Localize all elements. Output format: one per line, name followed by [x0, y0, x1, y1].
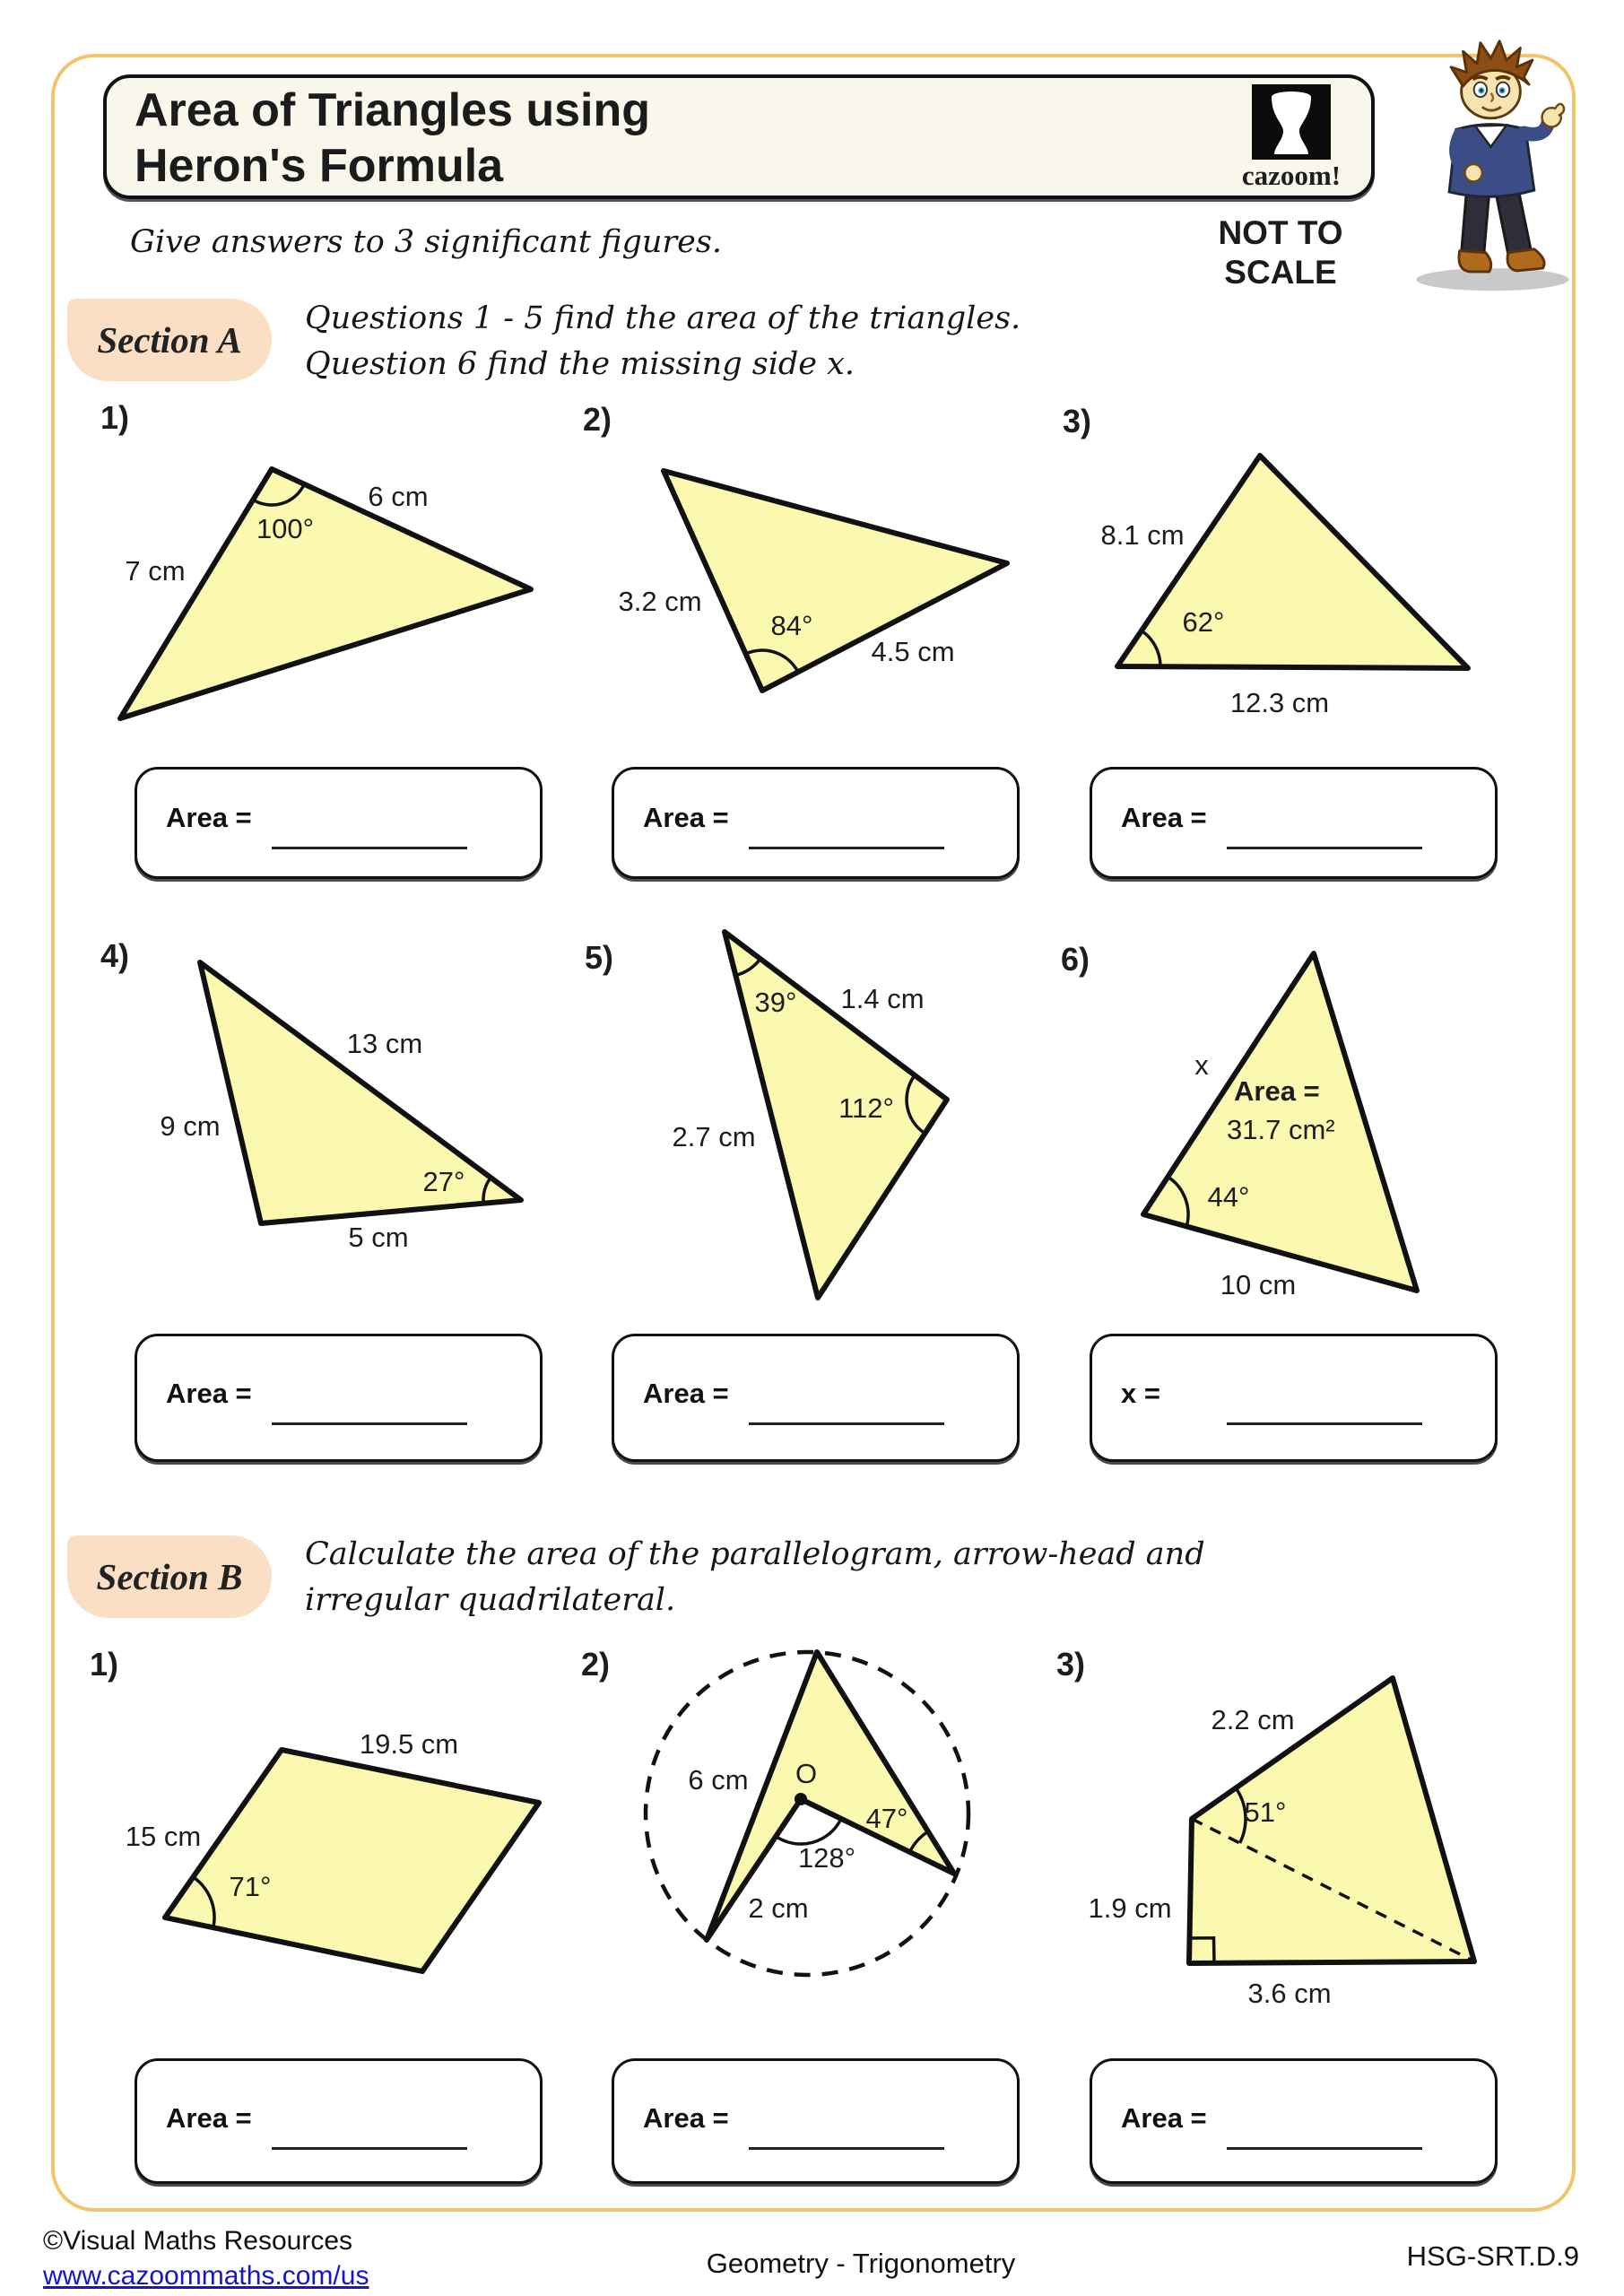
question-a3-number: 3)	[1063, 403, 1092, 439]
section-b-instructions: Calculate the area of the parallelogram, arrow-head and irregular quadrilateral.	[305, 1536, 1205, 1618]
answer-label: x =	[1121, 1378, 1160, 1409]
footer-copyright: ©Visual Maths Resources	[43, 2226, 353, 2256]
angle-label: 44°	[1207, 1181, 1250, 1213]
question-a2-number: 2)	[583, 401, 612, 438]
side-label: 1.9 cm	[1088, 1892, 1172, 1924]
answer-write-line[interactable]	[1227, 847, 1422, 849]
answer-label: Area =	[643, 1378, 729, 1409]
answer-write-line[interactable]	[272, 847, 467, 849]
footer-link[interactable]: www.cazoommaths.com/us	[43, 2261, 369, 2291]
side-label: 12.3 cm	[1229, 687, 1330, 718]
angle-label: 51°	[1244, 1796, 1287, 1828]
angle-label: 71°	[229, 1871, 272, 1902]
side-label: 3.2 cm	[618, 586, 702, 617]
triangle-shape	[200, 962, 521, 1223]
page-title	[135, 83, 650, 194]
section-b-badge: Section B	[67, 1535, 272, 1618]
answer-label: Area =	[643, 2102, 729, 2134]
area-value: 31.7 cm²	[1227, 1114, 1335, 1145]
area-label: Area =	[1234, 1075, 1320, 1107]
side-label: 10 cm	[1220, 1269, 1297, 1300]
not-to-scale-note: NOT TO SCALE	[1218, 214, 1343, 291]
figure-q6-triangle	[1058, 933, 1560, 1309]
answer-write-line[interactable]	[272, 1422, 467, 1425]
side-label: 7 cm	[125, 555, 186, 587]
arrowhead-shape	[707, 1652, 954, 1940]
answer-label: Area =	[643, 802, 729, 833]
figure-q1-triangle	[90, 404, 556, 735]
figure-q4-triangle	[90, 933, 574, 1283]
figure-q5-triangle	[592, 924, 1022, 1318]
answer-box-a6-x[interactable]	[1090, 1334, 1498, 1462]
figure-b3-quadrilateral	[1076, 1650, 1560, 2027]
angle-label: 47°	[865, 1803, 908, 1834]
answer-write-line[interactable]	[749, 1422, 944, 1425]
side-label: 8.1 cm	[1100, 519, 1185, 551]
section-a-instructions: Questions 1 - 5 find the area of the triangles. Question 6 find the missing side x.	[305, 300, 1021, 382]
answer-label: Area =	[166, 802, 252, 833]
side-label: 2 cm	[748, 1892, 809, 1924]
answer-box-b3[interactable]	[1090, 2058, 1498, 2184]
answer-box-b1[interactable]	[135, 2058, 543, 2184]
answer-box-a1[interactable]	[135, 767, 543, 879]
answer-box-a2[interactable]	[612, 767, 1020, 879]
side-label: 19.5 cm	[359, 1728, 459, 1760]
triangle-shape	[120, 469, 531, 718]
question-a5-number: 5)	[585, 939, 614, 976]
question-a1-number: 1)	[100, 399, 130, 436]
side-label: 3.6 cm	[1247, 1978, 1332, 2009]
answer-write-line[interactable]	[272, 2147, 467, 2150]
question-a4-number: 4)	[100, 937, 130, 974]
answer-box-b2[interactable]	[612, 2058, 1020, 2184]
angle-label: 84°	[770, 610, 813, 641]
answer-box-a3[interactable]	[1090, 767, 1498, 879]
angle-label: 112°	[838, 1092, 894, 1124]
side-label: 2.2 cm	[1211, 1704, 1295, 1735]
answer-write-line[interactable]	[749, 847, 944, 849]
page-title-line2: Heron's Formula	[135, 140, 504, 192]
figure-q2-triangle	[556, 404, 1058, 726]
figure-q3-triangle	[1058, 404, 1560, 726]
figure-b2-arrowhead	[628, 1632, 1004, 2009]
side-label: 9 cm	[160, 1110, 221, 1142]
side-label: 1.4 cm	[840, 983, 925, 1014]
answer-write-line[interactable]	[1227, 2147, 1422, 2150]
side-label: 6 cm	[688, 1764, 749, 1796]
triangle-shape	[1117, 456, 1468, 668]
answer-label: Area =	[166, 2102, 252, 2134]
answer-label: Area =	[166, 1378, 252, 1409]
logo-wordmark: cazoom!	[1241, 160, 1342, 190]
page-title-line1: Area of Triangles using	[135, 84, 651, 136]
triangle-shape	[664, 471, 1007, 691]
footer-standard-code: HSG-SRT.D.9	[1406, 2240, 1579, 2272]
question-b1-number: 1)	[90, 1646, 119, 1683]
parallelogram-shape	[165, 1750, 539, 1971]
angle-label: 62°	[1182, 606, 1225, 638]
center-label: O	[795, 1758, 818, 1789]
side-label: 2.7 cm	[672, 1121, 756, 1152]
side-label: 5 cm	[348, 1222, 409, 1253]
section-a-badge: Section A	[67, 299, 272, 381]
answer-write-line[interactable]	[749, 2147, 944, 2150]
intro-instruction: Give answers to 3 significant figures.	[130, 224, 722, 260]
answer-label: Area =	[1121, 802, 1207, 833]
angle-label: 39°	[754, 987, 797, 1018]
answer-write-line[interactable]	[1227, 1422, 1422, 1425]
side-label: 13 cm	[346, 1028, 423, 1059]
side-label: 4.5 cm	[871, 636, 955, 667]
question-a6-number: 6)	[1061, 941, 1090, 978]
missing-side-label: x	[1194, 1049, 1209, 1081]
angle-label: 128°	[797, 1842, 856, 1874]
footer-subject: Geometry - Trigonometry	[706, 2248, 1016, 2279]
question-b2-number: 2)	[581, 1646, 611, 1683]
answer-label: Area =	[1121, 2102, 1207, 2134]
answer-box-a5[interactable]	[612, 1334, 1020, 1462]
center-point	[795, 1793, 807, 1805]
figure-b1-parallelogram	[108, 1704, 592, 2009]
answer-box-a4[interactable]	[135, 1334, 543, 1462]
side-label: 6 cm	[368, 481, 429, 512]
mascot-character	[1399, 36, 1583, 296]
side-label: 15 cm	[125, 1821, 202, 1852]
cazoom-logo	[1224, 83, 1359, 190]
mascot-shadow	[1416, 268, 1568, 291]
question-b3-number: 3)	[1056, 1646, 1086, 1683]
angle-label: 100°	[256, 513, 315, 544]
angle-label: 27°	[422, 1166, 465, 1197]
